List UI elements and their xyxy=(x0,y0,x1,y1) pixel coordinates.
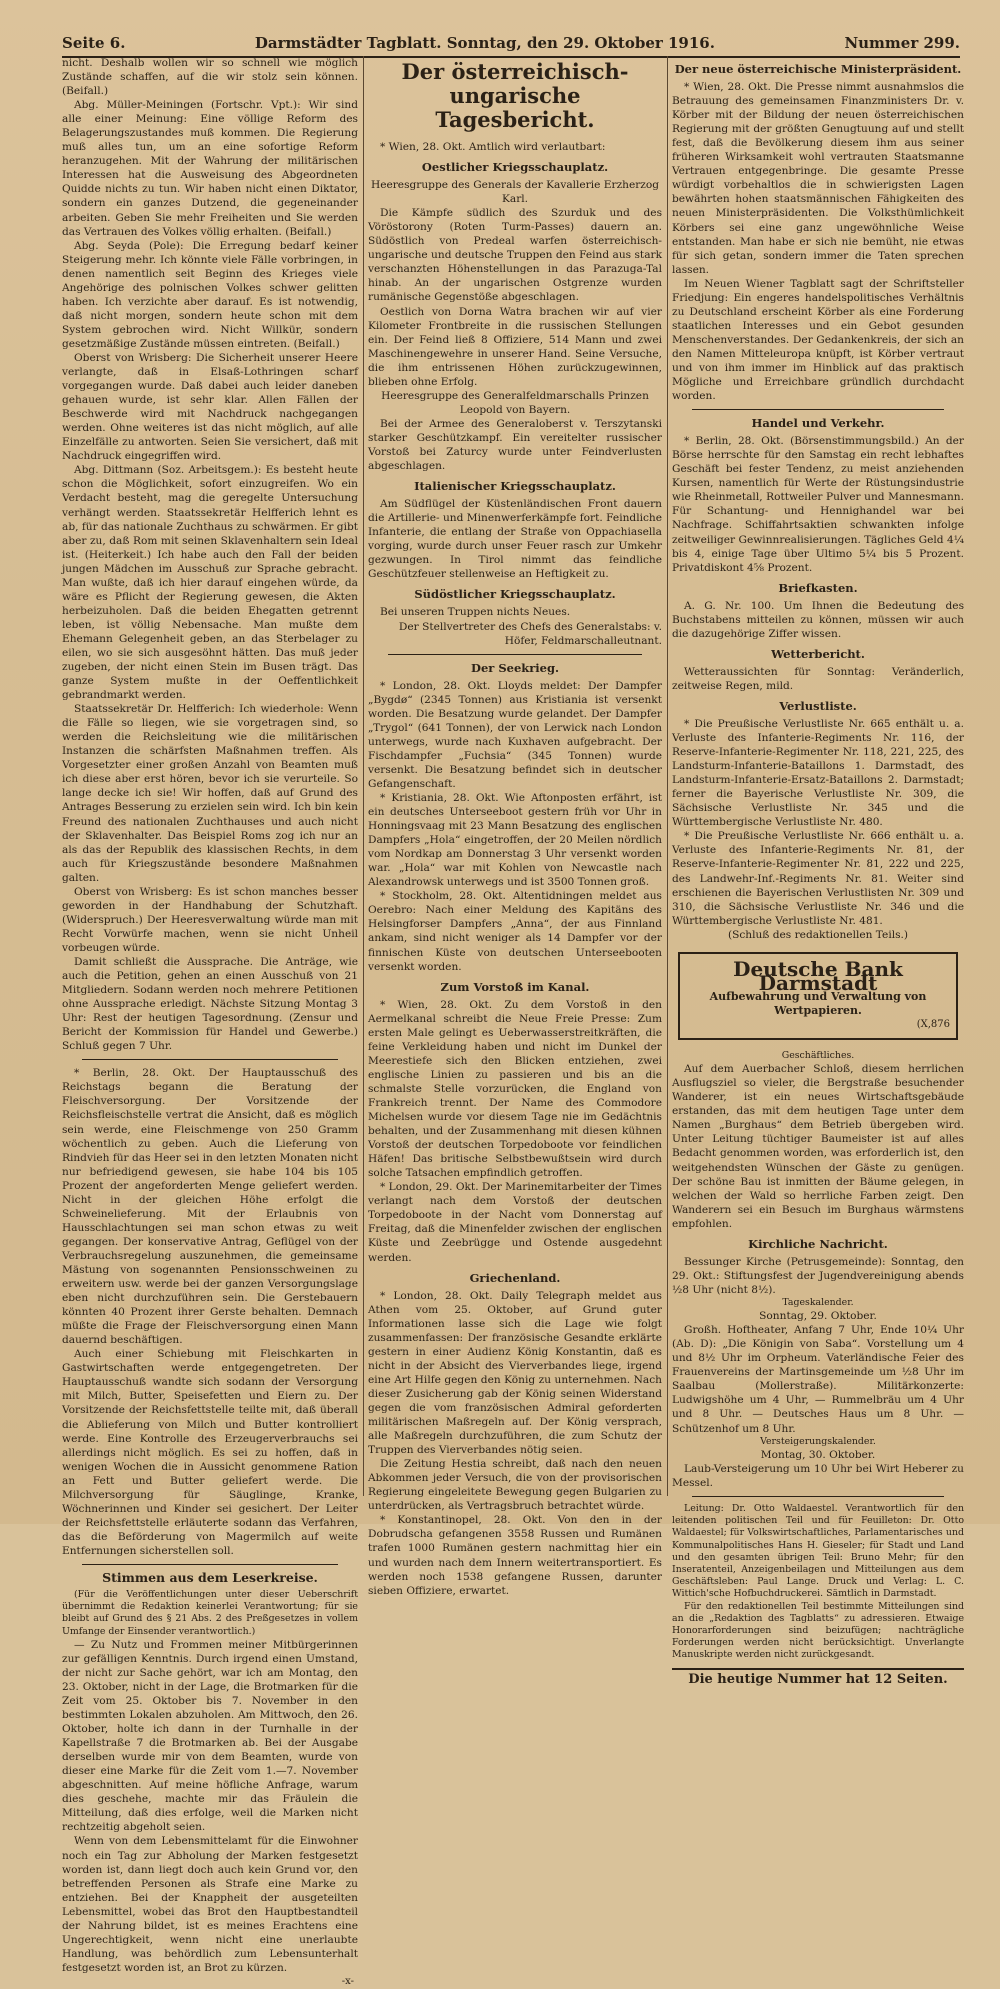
imprint: Leitung: Dr. Otto Waldaestel. Verantwortlich für den leitenden politischen Teil und für Feuilleton: Dr. Otto Waldaestel; für Volkswirtschaftliches, Parlamentarisches und Kommunalpolitisches Hans H. Gieseler; für Stadt und Land und den gesamten übrigen Teil: Bruno Mehr; für den Inseratenteil, Anzeigenbeilagen und Mitteilungen aus dem Geschäftsleben: Paul Lange. Druck und Verlag: L. C. Wittich'sche Hofbuchdruckerei. Sämtlich in Darmstadt. xyxy=(672,1502,964,1600)
subheading-mailbox: Briefkasten. xyxy=(778,580,858,595)
article-paragraph: * Wien, 28. Okt. Die Presse nimmt ausnahmslos die Betrauung des gemeinsamen Finanzministers Dr. v. Körber mit der Bildung der neuen österreichischen Regierung mit der größten Genugtuung auf und stellt fest, daß die Bevölkerung diesem ihm aus seiner früheren Wirksamkeit wohl vertrauten Staatsmanne Vertrauen entgegenbringe. Die gesamte Presse würdigt vorbehaltlos die in schwierigsten Lagen bewährten hohen staatsmännischen Fähigkeiten des neuen Ministerpräsidenten. Die Volksthümlichkeit Körbers sei eine ganz ungewöhnliche Weise entstanden. Man habe er sich nie bemüht, nie etwas für sich getan, sondern immer die Taten sprechen lassen. xyxy=(672,81,964,276)
article-paragraph: Staatssekretär Dr. Helfferich: Ich wiederhole: Wenn die Fälle so liegen, wie sie vorgetragen sind, so werden die Reichsleitung wie die militärischen Instanzen die schärfsten Maßnahmen treffen. Als Vorgesetzter einer großen Anzahl von Beamten muß ich diese aber erst hören, bevor ich sie verurteile. So lange decke ich sie! Wir hoffen, daß auf Grund des Antrages Besserung zu erzielen sein wird. Ich bin kein Freund des nationalen Zuchthauses und auch nicht der Sklavenhalter. Das Beispiel Roms zog ich nur an als das der Republik des klassischen Rechts, in dem auch für Kriegszustände besondere Maßnahmen galten. xyxy=(62,703,358,884)
article-paragraph: Abg. Müller-Meiningen (Fortschr. Vpt.): Wir sind alle einer Meinung: Eine völlige Reform des Belagerungszustandes muß kommen. Die Regierung muß alles tun, um an eine sofortige Reform heranzugehen. Mit der Wahrung der militärischen Interessen hat die Ausweisung des Abgeordneten Quidde nichts zu tun. Wir haben nicht einen Diktator, sondern ein ganzes Dutzend, die gegeneinander arbeiten. Geben Sie mehr Freiheiten und Sie werden das Vertrauen des Volkes völlig erhalten. (Beifall.) xyxy=(62,99,358,238)
letter-paragraph: — Zu Nutz und Frommen meiner Mitbürgerinnen zur gefälligen Kenntnis. Durch irgend einen Umstand, der nicht zur Sache gehört, war ich am Montag, den 23. Oktober, nicht in der Lage, die Brotmarken für die Zeit vom 25. Oktober bis 7. November in den bestimmten Lokalen abzuholen. Am Mittwoch, den 26. Oktober, holte ich dann in der Turnhalle in der Kapellstraße 7 die Brotmarken ab. Bei der Ausgabe derselben wurde mir von dem Beamten, wurde von dieser eine Marke für die Zeit vom 1.—7. November abgeschnitten. Auf meine höfliche Anfrage, warum dies geschehe, machte mir das Fräulein die Mitteilung, daß dies erfolge, weil die Marken nicht rechtzeitig abgeholt seien. xyxy=(62,1638,358,1834)
subheading-weather: Wetterbericht. xyxy=(771,646,865,661)
army-group-label: Heeresgruppe des Generalfeldmarschalls Prinzen Leopold von Bayern. xyxy=(381,389,649,416)
bank-name: Deutsche Bank Darmstadt xyxy=(733,956,903,995)
subheading-eastern-front: Oestlicher Kriegsschauplatz. xyxy=(421,160,609,175)
subheading-greece: Griechenland. xyxy=(469,1270,561,1285)
article-paragraph: Bei der Armee des Generaloberst v. Terszytanski starker Geschützkampf. Ein vereitelter russischer Vorstoß bei Zaturcy wurde unter Feindverlusten abgeschlagen. xyxy=(368,417,662,473)
article-paragraph: Die Kämpfe südlich des Szurduk und des Vöröstorony (Roten Turm-Passes) dauern an. Südöstlich von Predeal warfen österreichisch-ungarische und deutsche Truppen den Feind aus stark verschanzten Höhenstellungen in das Parazuga-Tal hinab. An der ungarischen Ostgrenze wurden rumänische Gegenstöße abgeschlagen. xyxy=(368,207,662,304)
article-paragraph: Bei unseren Truppen nichts Neues. xyxy=(380,606,571,619)
letter-signature: -x- xyxy=(341,1975,354,1987)
bank-service: Aufbewahrung und Verwaltung von Wertpapieren. xyxy=(709,989,927,1017)
army-group-label: Heeresgruppe des Generals der Kavallerie Erzherzog Karl. xyxy=(370,179,660,206)
subheading-church: Kirchliche Nachricht. xyxy=(748,1236,888,1251)
article-paragraph: * Wien, 28. Okt. Zu dem Vorstoß in den Aermelkanal schreibt die Neue Freie Presse: Zum ersten Male gelingt es Ueberwasserstreitkräften, die feine Verkleidung haben und nicht im Dunkel der Meerestiefe sich den Blicken entziehen, zwei englische Linien zu passieren und bis an die schmalste Stelle vorzurücken, die England von Frankreich trennt. Der Name des Commodore Michelsen wurde vor diesem Tage nie im Gedächtnis behalten, und der Zusammenhang mit diesen kühnen Vorstoß der deutschen Torpedoboote vor feindlichen Häfen! Das britische Selbstbewußtsein wird durch solche Tatsachen empfindlich getroffen. xyxy=(368,998,662,1180)
subheading-trade: Handel und Verkehr. xyxy=(751,416,885,431)
divider xyxy=(82,1564,338,1565)
column-rule xyxy=(363,56,364,1496)
subheading-southeast-front: Südöstlicher Kriegsschauplatz. xyxy=(414,587,616,602)
article-paragraph: A. G. Nr. 100. Um Ihnen die Bedeutung des Buchstabens mitteilen zu können, müssen wir auch die dazugehörige Ziffer wissen. xyxy=(672,599,964,640)
divider xyxy=(82,1059,338,1060)
subheading-naval-war: Der Seekrieg. xyxy=(470,660,560,675)
ad-code: (X,876 xyxy=(916,1018,950,1030)
article-paragraph: * London, 28. Okt. Daily Telegraph meldet aus Athen vom 25. Oktober, auf Grund guter Informationen lasse sich die Lage wie folgt zusammenfassen: Der französische Gesandte erklärte gestern in einer Audienz König Konstantin, daß es nicht in der Absicht des Vierverbandes liege, irgend eine Art Hilfe gegen den König zu unternehmen. Nach dieser Zusicherung gab der König seinen Widerstand gegen die vom französischen Admiral geforderten militärischen Maßregeln auf. Der König versprach, alle Maßregeln durchzuführen, die zum Schutz der Truppen des Vierverbandes nötig seien. xyxy=(368,1289,662,1457)
article-paragraph: Abg. Dittmann (Soz. Arbeitsgem.): Es besteht heute schon die Möglichkeit, sofort einzugreifen. Wo ein Verdacht besteht, mag die geregelte Untersuchung verhängt werden. Staatssekretär Helfferich lehnt es ab, für das nationale Zuchthaus zu schwärmen. Er gibt aber zu, daß Rom mit seinen Sklavenhaltern sein Ideal ist. (Heiterkeit.) Ich habe auch den Fall der beiden jungen Mädchen im Ausschuß zur Sprache gebracht. Man wußte, daß ich hier darauf eingehen würde, da wäre es Pflicht der Regierung gewesen, die Akten herbeizuholen. Daß die beiden Ehegatten getrennt leben, ist völlig Nebensache. Man mußte dem Ehemann Gelegenheit geben, an das Sterbelager zu eilen, wo sie sich ausgesöhnt hätten. Das muß jeder zugeben, der nicht einen Stein im Busen trägt. Das ganze System mußte in der Oeffentlichkeit gebrandmarkt werden. xyxy=(62,464,358,702)
column-3 xyxy=(672,56,964,1687)
column-2 xyxy=(368,56,662,1597)
article-paragraph: * Berlin, 28. Okt. (Börsenstimmungsbild.) An der Börse herrschte für den Samstag ein recht lebhaftes Geschäft bei fester Tendenz, zu meist anziehenden Kursen, namentlich für Werte der Rüstungsindustrie wie Rheinmetall, Rottweiler Pulver und Mannesmann. Für Schantung- und Hennighandel war bei Nachfrage. Schiffahrtsaktien schwankten infolge zeitweiliger Gewinnrealisierungen. Tägliches Geld 4¼ bis 4, einige Tage über Ultimo 5¼ bis 5 Prozent. Privatdiskont 4⅝ Prozent. xyxy=(672,435,964,574)
divider xyxy=(388,654,642,655)
column-1 xyxy=(62,56,358,1987)
article-paragraph: Abg. Seyda (Pole): Die Erregung bedarf keiner Steigerung mehr. Ich könnte viele Fälle vorbringen, in denen namentlich seit Beginn des Krieges viele Angehörige des polnischen Volkes schwer gelitten haben. Ich verzichte aber darauf. Es ist notwendig, daß nicht morgen, sondern heute schon mit dem System gebrochen wird. Nicht Willkür, sondern gesetzmäßige Zustände müssen eintreten. (Beifall.) xyxy=(62,239,358,350)
article-paragraph: Am Südflügel der Küstenländischen Front dauern die Artillerie- und Minenwerferkämpfe fort. Feindliche Infanterie, die entlang der Straße von Oppachiasella vorging, wurde durch unser Feuer rasch zur Umkehr gezwungen. In Tirol nimmt das feindliche Geschützfeuer stellenweise an Heftigkeit zu. xyxy=(368,498,662,581)
article-paragraph: Auf dem Auerbacher Schloß, diesem herrlichen Ausflugsziel so vieler, die Bergstraße besuchender Wanderer, ist ein neues Wirtschaftsgebäude erstanden, das mit dem heutigen Tage unter dem Namen „Burghaus“ dem Betrieb übergeben wird. Unter Leitung tüchtiger Baumeister ist auf alles Bedacht genommen worden, was erforderlich ist, den weitgehendsten Wünschen der Gäste zu genügen. Der schöne Bau ist inmitten der Bäume gelegen, in welchen der Wald so herrliche Farben zeigt. Den Wanderern sei ein Besuch im Burghaus wärmstens empfohlen. xyxy=(672,1063,964,1230)
letters-disclaimer: (Für die Veröffentlichungen unter dieser Ueberschrift übernimmt die Redaktion keinerlei Verantwortung; für sie bleibt auf Grund des § 21 Abs. 2 des Preßgesetzes in vollem Umfange der Einsender verantwortlich.) xyxy=(62,1589,358,1637)
imprint-notice: Für den redaktionellen Teil bestimmte Mitteilungen sind an die „Redaktion des Tagblatts“ zu adressieren. Etwaige Honorarforderungen sind beizufügen; nachträgliche Forderungen werden nicht berücksichtigt. Unverlangte Manuskripte werden nicht zurückgesandt. xyxy=(672,1600,964,1661)
article-paragraph: nicht. Deshalb wollen wir so schnell wie möglich Zustände schaffen, auf die wir stolz sein können. (Beifall.) xyxy=(62,57,358,98)
divider xyxy=(692,409,944,410)
editorial-end-note: (Schluß des redaktionellen Teils.) xyxy=(727,928,909,941)
calendar-entries: Großh. Hoftheater, Anfang 7 Uhr, Ende 10¼ Uhr (Ab. D): „Die Königin von Saba“. Vorstellung um 4 und 8½ Uhr im Orpheum. Vaterländische Feier des Frauenvereins der Martinsgemeinde um ½8 Uhr im Saalbau (Mollerstraße). Militärkonzerte: Ludwigshöhe um 4 Uhr, — Rummelbräu um 4 Uhr und 8 Uhr. — Deutsches Haus um 8 Uhr. — Schützenhof um 8 Uhr. xyxy=(672,1324,964,1435)
auction-heading: Versteigerungskalender. xyxy=(760,1435,876,1447)
subheading-new-minister: Der neue österreichische Ministerpräsident. xyxy=(674,62,962,76)
business-heading: Geschäftliches. xyxy=(781,1050,855,1061)
article-paragraph: Wetteraussichten für Sonntag: Veränderlich, zeitweise Regen, mild. xyxy=(672,665,964,692)
article-paragraph: * Stockholm, 28. Okt. Altentidningen meldet aus Oerebro: Nach einer Meldung des Kapitäns des Helsingforser Dampfers „Anna“, der aus Finnland ankam, sind nicht weniger als 14 Dampfer vor der finnischen Küste von deutschen Unterseebooten versenkt worden. xyxy=(368,890,662,973)
auction-date: Montag, 30. Oktober. xyxy=(760,1448,876,1461)
subheading-casualty-list: Verlustliste. xyxy=(779,698,857,713)
newspaper-dateline: Darmstädter Tagblatt. Sonntag, den 29. Oktober 1916. xyxy=(254,34,715,52)
masthead xyxy=(62,26,960,58)
calendar-date: Sonntag, 29. Oktober. xyxy=(759,1310,877,1323)
article-paragraph: Oestlich von Dorna Watra brachen wir auf vier Kilometer Frontbreite in die russischen Stellungen ein. Der Feind ließ 8 Offiziere, 514 Mann und zwei Maschinengewehre in unserer Hand. Seine Versuche, die ihm entrissenen Höhen zurückzugewinnen, blieben ohne Erfolg. xyxy=(368,305,662,388)
auction-entry: Laub-Versteigerung um 10 Uhr bei Wirt Heberer zu Messel. xyxy=(672,1462,964,1489)
article-paragraph: Oberst von Wrisberg: Die Sicherheit unserer Heere verlangte, daß in Elsaß-Lothringen scharf vorgegangen wurde. Daß dabei auch leider daneben gehauen wurde, ist sehr klar. Allen Fällen der Beschwerde wird mit Nachdruck nachgegangen werden. Ohne weiteres ist das nicht möglich, auf alle Einzelfälle zu antworten. Seien Sie versichert, daß mit Nachdruck eingegriffen wird. xyxy=(62,351,358,463)
letter-paragraph: Wenn von dem Lebensmittelamt für die Einwohner noch ein Tag zur Abholung der Marken festgesetzt worden ist, dann liegt doch auch kein Grund vor, den betreffenden Personen als Strafe eine Marke zu entziehen. Bei der Knappheit der ausgeteilten Lebensmittel, wobei das Brot den Hauptbestandteil der Nahrung bildet, ist es meines Erachtens eine Ungerechtigkeit, wenn nicht eine unerlaubte Handlung, was behördlich zum Lebensunterhalt festgesetzt worden ist, an Brot zu kürzen. xyxy=(62,1835,358,1974)
bank-advertisement xyxy=(678,952,958,1040)
headline-austrian-report: Der österreichisch-ungarische Tagesbericht. xyxy=(401,59,629,132)
article-paragraph: * London, 28. Okt. Lloyds meldet: Der Dampfer „Bygdø“ (2345 Tonnen) aus Kristiania ist versenkt worden. Die Besatzung wurde gelandet. Der Dampfer „Trygol“ (641 Tonnen), der von Lerwick nach London unterwegs, wurde nach Kuxhaven aufgebracht. Der Fischdampfer „Fuchsia“ (345 Tonnen) wurde versenkt. Die Besatzung befindet sich in deutscher Gefangenschaft. xyxy=(368,679,662,790)
article-paragraph: * Die Preußische Verlustliste Nr. 665 enthält u. a. Verluste des Infanterie-Regiments Nr. 116, der Reserve-Infanterie-Regimenter Nr. 118, 221, 225, des Landsturm-Infanterie-Bataillons 1. Darmstadt, des Landsturm-Infanterie-Ersatz-Bataillons 2. Darmstadt; ferner die Bayerische Verlustliste Nr. 309, die Sächsische Verlustliste Nr. 345 und die Württembergische Verlustliste Nr. 480. xyxy=(672,718,964,829)
page-number: Seite 6. xyxy=(62,34,126,52)
article-paragraph: Oberst von Wrisberg: Es ist schon manches besser geworden in der Handhabung der Schutzhaft. (Widerspruch.) Der Heeresverwaltung würde man mit Recht Vorwürfe machen, wenn sie nicht Unheil vorbeugen würde. xyxy=(62,885,358,954)
section-heading-letters: Stimmen aus dem Leserkreise. xyxy=(102,1569,318,1585)
column-rule xyxy=(667,56,668,1496)
article-paragraph: * Die Preußische Verlustliste Nr. 666 enthält u. a. Verluste des Infanterie-Regiments Nr. 81, der Reserve-Infanterie-Regimenter Nr. 81, 222 und 225, des Landwehr-Inf.-Regiments Nr. 81. Weiter sind erschienen die Bayerischen Verlustlisten Nr. 309 und 310, die Sächsische Verlustliste Nr. 346 und die Württembergische Verlustliste Nr. 481. xyxy=(672,830,964,927)
calendar-heading: Tageskalender. xyxy=(782,1296,854,1308)
subheading-italian-front: Italienischer Kriegsschauplatz. xyxy=(414,479,616,494)
issue-number: Nummer 299. xyxy=(844,34,960,52)
article-paragraph: Bessunger Kirche (Petrusgemeinde): Sonntag, den 29. Okt.: Stiftungsfest der Jugendvereinigung abends ½8 Uhr (nicht 8½). xyxy=(672,1255,964,1296)
article-paragraph: Auch einer Schiebung mit Fleischkarten in Gastwirtschaften werde entgegengetreten. Der Hauptausschuß wandte sich sodann der Versorgung mit Milch, Butter, Speisefetten und Eiern zu. Der Vorsitzende der Reichsfettstelle teilte mit, daß überall die Ablieferung von Milch und Butter kontrolliert werde. Eine Kontrolle des Erzeugerverbrauchs sei allerdings nicht möglich. Es sei zu hoffen, daß in wenigen Wochen die in Aussicht genommene Ration an Fett und Butter geliefert werde. Die Milchversorgung für Säuglinge, Kranke, Wöchnerinnen und Kinder sei gesichert. Der Leiter der Reichsfettstelle erläuterte sodann das Verfahren, das die Beförderung von Magermilch auf weite Entfernungen sicherstellen soll. xyxy=(62,1348,358,1557)
article-paragraph: * Konstantinopel, 28. Okt. Von den in der Dobrudscha gefangenen 3558 Russen und Rumänen trafen 1000 Rumänen gestern nachmittag hier ein und wurden nach dem Innern weitertransportiert. Es werden noch 1538 gefangene Russen, darunter sieben Offiziere, erwartet. xyxy=(368,1514,662,1597)
divider xyxy=(692,1496,944,1497)
subheading-channel: Zum Vorstoß im Kanal. xyxy=(440,979,590,994)
article-paragraph: Damit schließt die Aussprache. Die Anträge, wie auch die Petition, gehen an einen Ausschuß von 21 Mitgliedern. Sodann werden noch mehrere Petitionen ohne Aussprache erledigt. Nächste Sitzung Montag 3 Uhr: Rest der heutigen Tagesordnung. (Zensur und Bericht der Kommission für Handel und Gewerbe.) Schluß gegen 7 Uhr. xyxy=(62,956,358,1053)
article-paragraph: Im Neuen Wiener Tagblatt sagt der Schriftsteller Friedjung: Ein engeres handelspolitisches Verhältnis zu Deutschland erscheint Körber als eine Forderung staatlichen Interesses und ein Gebot gesunden Menschenverstandes. Der Gedankenkreis, der sich an den Namen Mitteleuropa knüpft, ist Körber vertraut und von ihm immer im Hinblick auf das praktisch Mögliche und Erreichbare gründlich durchdacht worden. xyxy=(672,277,964,403)
article-paragraph: * Kristiania, 28. Okt. Wie Aftonposten erfährt, ist ein deutsches Unterseeboot gestern früh vor Uhr in Honningsvaag mit 23 Mann Besatzung des englischen Dampfers „Hola“ eingetroffen, der 20 Meilen nördlich vom Nordkap am Donnerstag 3 Uhr versenkt worden war. „Hola“ war mit Kohlen von Newcastle nach Alexandrowsk unterwegs und ist 3500 Tonnen groß. xyxy=(368,792,662,889)
report-signature: Der Stellvertreter des Chefs des Generalstabs: v. Höfer, Feldmarschalleutnant. xyxy=(398,620,662,647)
page-count-footer: Die heutige Nummer hat 12 Seiten. xyxy=(672,1668,964,1687)
article-intro: * Wien, 28. Okt. Amtlich wird verlautbart: xyxy=(380,141,606,153)
article-paragraph: * London, 29. Okt. Der Marinemitarbeiter der Times verlangt nach dem Vorstoß der deutschen Torpedoboote in der Nacht vom Donnerstag auf Freitag, daß die Minenfelder zwischen der englischen Küste und Zeebrügge und Ostende ausgedehnt werden. xyxy=(368,1181,662,1264)
article-paragraph: * Berlin, 28. Okt. Der Hauptausschuß des Reichstags begann die Beratung der Fleischversorgung. Der Vorsitzende der Reichsfleischstelle vertrat die Ansicht, daß es möglich sein werde, eine Fleischmenge von 250 Gramm wöchentlich zu geben. Auch die Lieferung von Rindvieh für das Heer sei in den letzten Monaten nicht nur befriedigend gewesen, sie habe 104 bis 105 Prozent der angeforderten Menge geliefert werden. Nicht in der gleichen Höhe erfolgt die Schweinelieferung. Mit der Erlaubnis von Hausschlachtungen sei man schon etwas zu weit gegangen. Der konservative Antrag, Geflügel von der Verbrauchsregelung auszunehmen, die gemeinsame Mästung von sogenannten Pensionsschweinen zu erweitern usw. werde bei der ganzen Versorgungslage eben nicht durchzuführen sein. Die Gerstebauern könnten 40 Prozent ihrer Gerste behalten. Demnach müßte die Frage der Fleischversorgung einen Mann dauernd beschäftigen. xyxy=(62,1067,358,1347)
article-paragraph: Die Zeitung Hestia schreibt, daß nach den neuen Abkommen jeder Versuch, die von der provisorischen Regierung eingeleitete Bewegung gegen Bulgarien zu unterdrücken, als Vertragsbruch betrachtet würde. xyxy=(368,1458,662,1513)
